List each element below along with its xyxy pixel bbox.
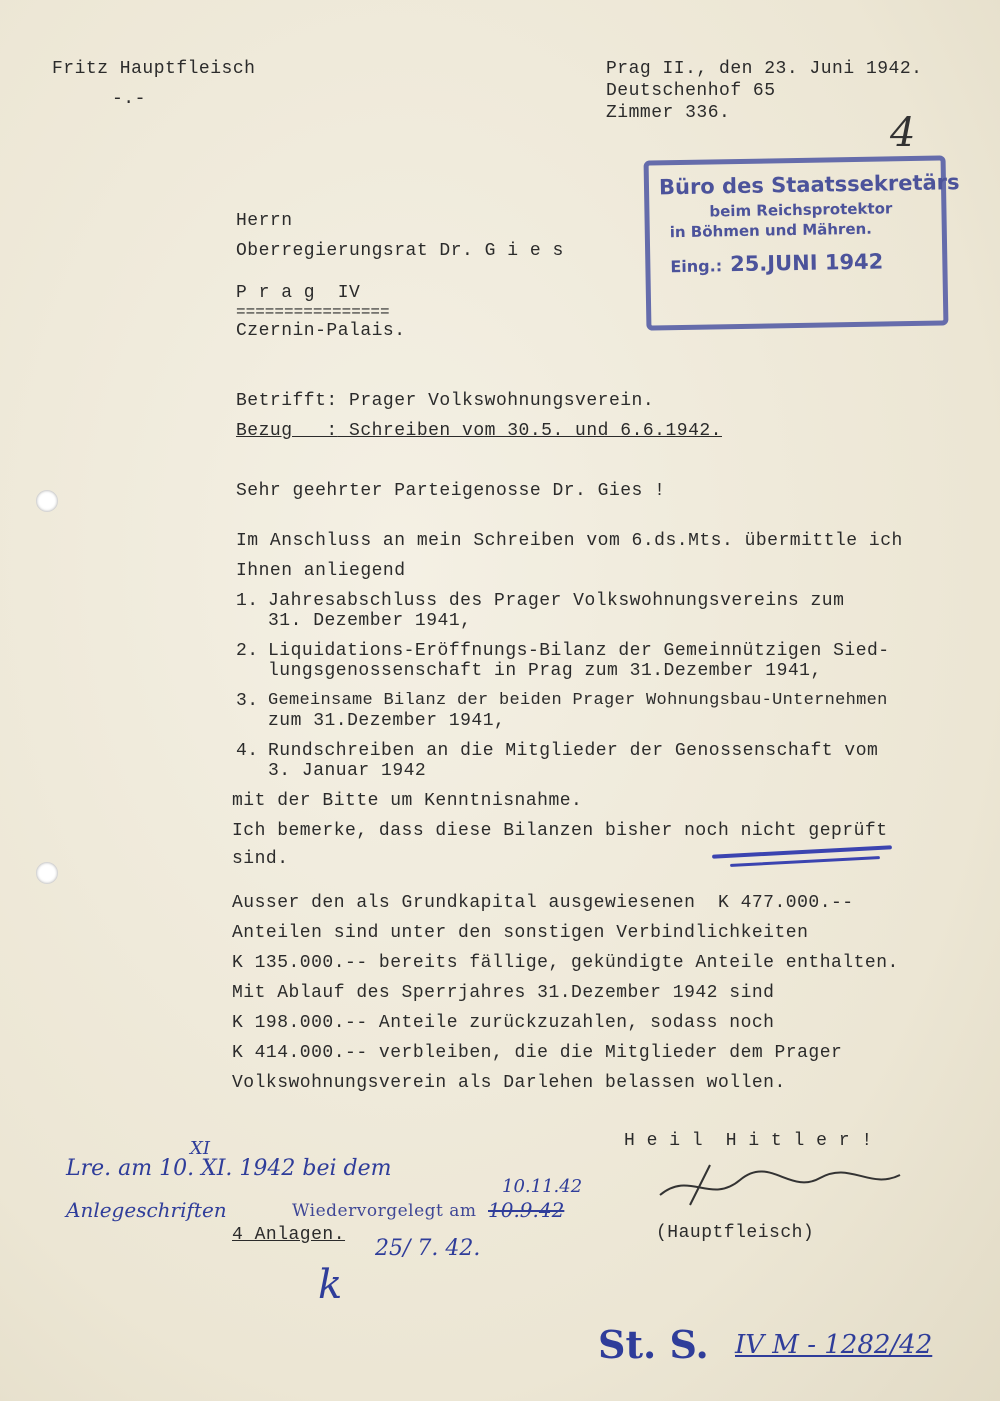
handwritten-note: Anlegeschriften — [66, 1198, 227, 1222]
reference-line — [236, 420, 722, 442]
place-date: Prag II., den 23. Juni 1942. — [606, 59, 923, 79]
address-street: Deutschenhof 65 — [606, 81, 776, 101]
signature — [650, 1160, 910, 1210]
enclosure-item-number: 2. — [236, 641, 259, 661]
enclosure-item-number: 4. — [236, 741, 259, 761]
reference-label: Bezug : — [236, 421, 338, 441]
resubmission-stamp-label: Wiedervorgelegt am — [292, 1201, 477, 1221]
enclosure-item-number: 1. — [236, 591, 259, 611]
body-paragraph-line: K 414.000.-- verbleiben, die die Mitglieder dem Prager — [232, 1043, 843, 1063]
subject-line: Betrifft: Prager Volkswohnungsverein. — [236, 391, 655, 411]
recipient-city-underline: ================ — [236, 303, 390, 321]
body-paragraph-line: Ausser den als Grundkapital ausgewiesenen K 477.000.-- — [232, 893, 854, 913]
stamp-received-label: Eing.: — [670, 256, 723, 277]
recipient-city: P r a g IV — [236, 283, 361, 303]
enclosure-item-text: Liquidations-Eröffnungs-Bilanz der Gemeinnützigen Sied- — [268, 641, 890, 661]
recipient-name: Oberregierungsrat Dr. G i e s — [236, 241, 564, 261]
stamp-line1: Büro des Staatssekretärs — [658, 170, 960, 200]
stamp-line3: in Böhmen und Mähren. — [669, 219, 873, 242]
enclosures-count: 4 Anlagen. — [232, 1225, 346, 1245]
file-reference-prefix: St. S. — [598, 1322, 709, 1367]
enclosure-item-text: lungsgenossenschaft in Prag zum 31.Dezember 1941, — [268, 661, 822, 681]
body-paragraph-line: Mit Ablauf des Sperrjahres 31.Dezember 1942 sind — [232, 983, 775, 1003]
handwritten-roman-mark: XI — [190, 1138, 210, 1159]
resubmission-new-date: 10.11.42 — [502, 1176, 583, 1197]
stamp-received — [670, 249, 883, 277]
body-request: mit der Bitte um Kenntnisnahme. — [232, 791, 583, 811]
file-reference-number: IV M - 1282/42 — [735, 1330, 933, 1360]
body-paragraph-line: Anteilen sind unter den sonstigen Verbindlichkeiten — [232, 923, 809, 943]
enclosure-item-text: Rundschreiben an die Mitglieder der Genossenschaft vom — [268, 741, 879, 761]
enclosure-item-text: Gemeinsame Bilanz der beiden Prager Wohnungsbau-Unternehmen — [268, 691, 888, 710]
handwritten-note: Lre. am 10. XI. 1942 bei dem — [66, 1156, 392, 1181]
greeting: Sehr geehrter Parteigenosse Dr. Gies ! — [236, 481, 666, 501]
enclosure-item-number: 3. — [236, 691, 259, 711]
address-room: Zimmer 336. — [606, 103, 731, 123]
reference-text: Schreiben vom 30.5. und 6.6.1942. — [337, 421, 722, 441]
enclosure-item-text: Jahresabschluss des Prager Volkswohnungsvereins zum — [268, 591, 845, 611]
body-intro-1: Im Anschluss an mein Schreiben vom 6.ds.Mts. übermittle ich — [236, 531, 903, 551]
enclosure-item-text: 31. Dezember 1941, — [268, 611, 472, 631]
enclosure-item-text: zum 31.Dezember 1941, — [268, 711, 506, 731]
corner-mark: 4 — [890, 110, 916, 156]
sender-mark: -.- — [112, 89, 146, 109]
body-remark-2: sind. — [232, 849, 289, 869]
body-paragraph-line: Volkswohnungsverein als Darlehen belassen wollen. — [232, 1073, 786, 1093]
received-stamp — [644, 155, 960, 330]
punch-hole — [36, 490, 58, 512]
enclosure-item-text: 3. Januar 1942 — [268, 761, 427, 781]
punch-hole — [36, 862, 58, 884]
resubmission-old-date: 10.9.42 — [488, 1198, 565, 1222]
sender-name: Fritz Hauptfleisch — [52, 59, 256, 79]
body-remark-1: Ich bemerke, dass diese Bilanzen bisher noch nicht geprüft — [232, 821, 888, 841]
recipient-salutation: Herrn — [236, 211, 293, 231]
closing-name: (Hauptfleisch) — [656, 1223, 815, 1243]
handwritten-initial: k — [318, 1262, 343, 1308]
stamp-received-date: 25.JUNI 1942 — [729, 249, 884, 277]
closing-salute: H e i l H i t l e r ! — [624, 1131, 873, 1151]
body-paragraph-line: K 135.000.-- bereits fällige, gekündigte Anteile enthalten. — [232, 953, 899, 973]
handwritten-date: 25/ 7. 42. — [375, 1236, 481, 1261]
recipient-address: Czernin-Palais. — [236, 321, 406, 341]
stamp-line2: beim Reichsprotektor — [709, 199, 893, 221]
body-paragraph-line: K 198.000.-- Anteile zurückzuzahlen, sodass noch — [232, 1013, 775, 1033]
body-intro-2: Ihnen anliegend — [236, 561, 406, 581]
